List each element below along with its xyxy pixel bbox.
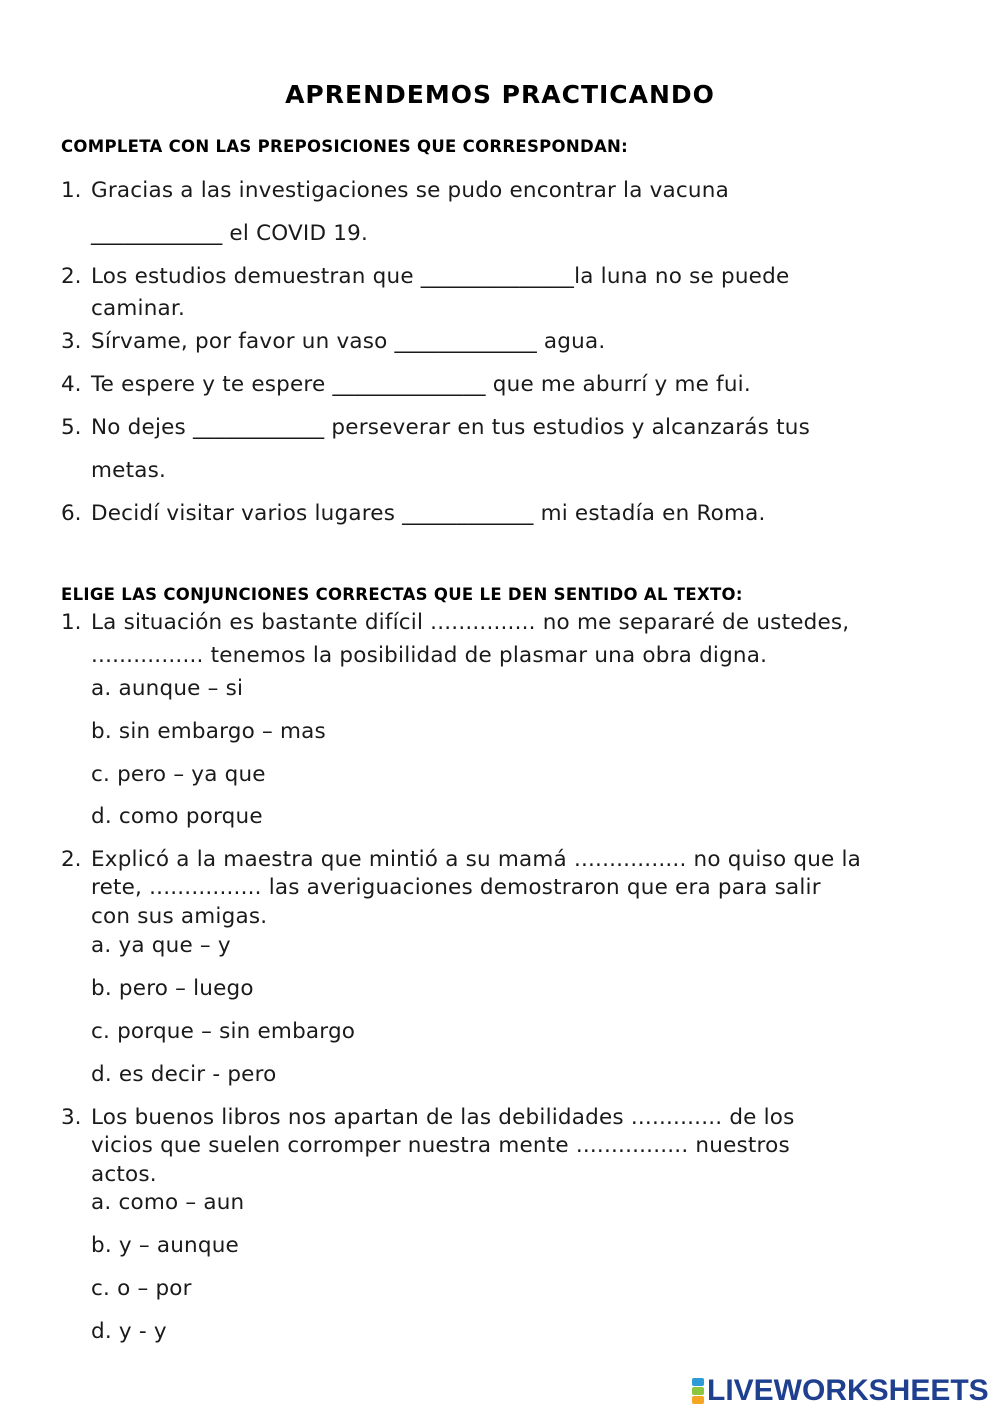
s2-q3-option-a: a. como – aun	[91, 1190, 245, 1215]
section1-heading: COMPLETA CON LAS PREPOSICIONES QUE CORRESPONDAN:	[61, 137, 629, 156]
s1-item2-line2: caminar.	[91, 296, 186, 321]
s2-q1-line1: La situación es bastante difícil ............... no me separaré de ustedes,	[91, 610, 850, 635]
s1-item2-line1: Los estudios demuestran que ______________la luna no se puede	[91, 264, 790, 289]
s2-q1-option-b: b. sin embargo – mas	[91, 719, 326, 744]
s1-item4-number: 4.	[61, 372, 82, 397]
s2-q2-option-c: c. porque – sin embargo	[91, 1019, 356, 1044]
mark-block	[692, 1387, 704, 1395]
s2-q3-line3: actos.	[91, 1162, 157, 1187]
s1-item1-number: 1.	[61, 178, 82, 203]
liveworksheets-mark-icon	[692, 1378, 704, 1404]
s2-q3-line2: vicios que suelen corromper nuestra mente ................ nuestros	[91, 1133, 790, 1158]
liveworksheets-logo[interactable]	[692, 1374, 989, 1408]
s2-q1-line2: ................ tenemos la posibilidad de plasmar una obra digna.	[91, 643, 768, 668]
s2-q1-option-a: a. aunque – si	[91, 676, 244, 701]
s2-q3-number: 3.	[61, 1105, 82, 1130]
s1-item6-number: 6.	[61, 501, 82, 526]
s1-item3-number: 3.	[61, 329, 82, 354]
s2-q3-option-b: b. y – aunque	[91, 1233, 239, 1258]
s2-q2-line3: con sus amigas.	[91, 904, 268, 929]
s1-item6-line1: Decidí visitar varios lugares ____________ mi estadía en Roma.	[91, 501, 766, 526]
section2-heading: ELIGE LAS CONJUNCIONES CORRECTAS QUE LE DEN SENTIDO AL TEXTO:	[61, 585, 743, 604]
s1-item5-line1: No dejes ____________ perseverar en tus estudios y alcanzarás tus	[91, 415, 810, 440]
s2-q1-number: 1.	[61, 610, 82, 635]
s2-q2-line2: rete, ................ las averiguaciones demostraron que era para salir	[91, 875, 821, 900]
s2-q2-option-b: b. pero – luego	[91, 976, 254, 1001]
s1-item3-line1: Sírvame, por favor un vaso _____________ agua.	[91, 329, 606, 354]
s2-q1-option-c: c. pero – ya que	[91, 762, 266, 787]
s1-item4-line1: Te espere y te espere ______________ que me aburrí y me fui.	[91, 372, 751, 397]
s1-item1-line2: ____________ el COVID 19.	[91, 221, 369, 246]
s2-q3-option-c: c. o – por	[91, 1276, 192, 1301]
s1-item1-line1: Gracias a las investigaciones se pudo encontrar la vacuna	[91, 178, 729, 203]
logo-text: LIVEWORKSHEETS	[707, 1374, 989, 1407]
worksheet-title: APRENDEMOS PRACTICANDO	[285, 80, 715, 109]
s1-item5-line2: metas.	[91, 458, 167, 483]
s2-q2-number: 2.	[61, 847, 82, 872]
s2-q3-line1: Los buenos libros nos apartan de las debilidades ............. de los	[91, 1105, 795, 1130]
mark-block	[692, 1378, 704, 1386]
mark-block	[692, 1396, 704, 1404]
s2-q3-option-d: d. y - y	[91, 1319, 167, 1344]
s2-q2-line1: Explicó a la maestra que mintió a su mamá ................ no quiso que la	[91, 847, 862, 872]
s2-q1-option-d: d. como porque	[91, 804, 263, 829]
s1-item5-number: 5.	[61, 415, 82, 440]
s2-q2-option-d: d. es decir - pero	[91, 1062, 277, 1087]
s2-q2-option-a: a. ya que – y	[91, 933, 231, 958]
s1-item2-number: 2.	[61, 264, 82, 289]
